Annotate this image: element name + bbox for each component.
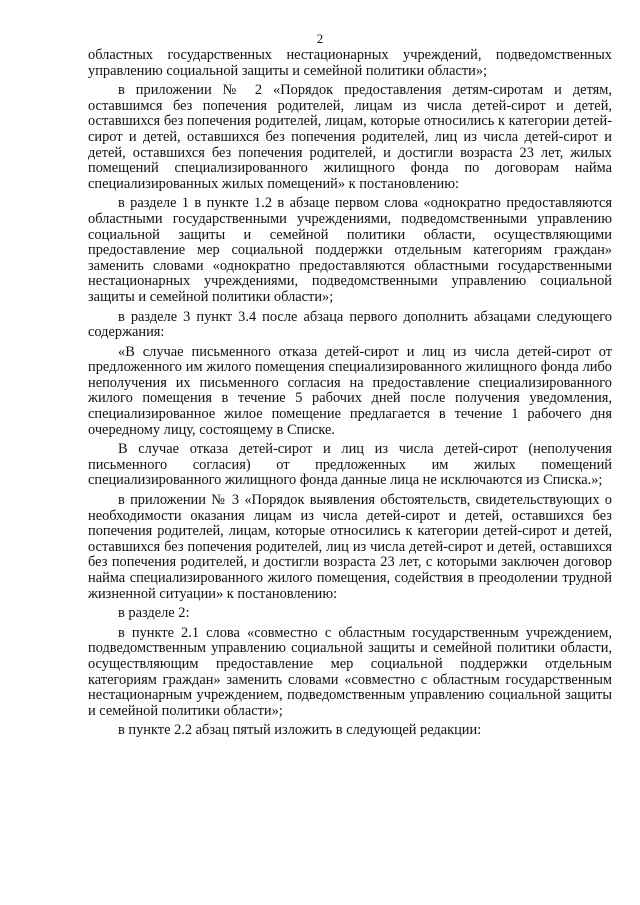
paragraph-10: в пункте 2.2 абзац пятый изложить в следующей редакции: [118,722,482,739]
document-body [88,48,612,740]
paragraph-9: в пункте 2.1 слова «совместно с областным государственным учреждением, подведомственным управлению социальной защиты и семейной политики области, осуществляющим предоставление мер социальной поддержки отдельным категориям граждан» заменить словами «совместно с областным государственным нестационарным учреждением, подведомственным управлению социальной защиты и семейной политики области»; [88,624,612,719]
page-number: 2 [316,31,324,46]
paragraph-5: «В случае письменного отказа детей-сирот и лиц из числа детей-сирот от предложенного им жилого помещения специализированного жилищного фонда либо неполучения их письменного согласия на предоставление специализированного жилого помещения в течение 5 рабочих дней после получения уведомления, специализированное жилое помещение предлагается в течение 1 рабочего дня очередному лицу, состоящему в Списке. [88,343,612,438]
paragraph-3: в разделе 1 в пункте 1.2 в абзаце первом слова «однократно предоставляются областными государственными учреждениями, подведомственными управлению социальной защиты и семейной политики области, осуществляющими предоставление мер социальной поддержки отдельным категориям граждан» заменить словами «однократно предоставляются областными государственными нестационарных учреждениями, подведомственными управлению социальной защиты и семейной политики области»; [88,195,612,305]
paragraph-7: в приложении № 3 «Порядок выявления обстоятельств, свидетельствующих о необходимости оказания лицам из числа детей-сирот и детей, оставшихся без попечения родителей, лицам, которые относились к категории детей-сирот и детей, оставшихся без попечения родителей, лиц из числа детей-сирот и детей, оставшихся без попечения родителей, и достигли возраста 23 лет, с которыми заключен договор найма специализированного жилого помещения, содействия в преодолении трудной жизненной ситуации» к постановлению: [88,492,612,602]
paragraph-2: в приложении № 2 «Порядок предоставления детям-сиротам и детям, оставшимся без попечения родителей, лицам из числа детей-сирот и детей, оставшихся без попечения родителей, лицам, которые относились к категории детей-сирот и детей, оставшихся без попечения родителей, лиц из числа детей-сирот и детей, оставшихся без попечения родителей, и достигли возраста 23 лет, жилых помещений специализированного жилищного фонда по договорам найма специализированных жилых помещений» к постановлению: [88,82,612,192]
paragraph-8: в разделе 2: [118,605,190,622]
paragraph-6: В случае отказа детей-сирот и лиц из числа детей-сирот (неполучения письменного согласия) от предложенных им жилых помещений специализированного жилищного фонда данные лица не исключаются из Списка.»; [88,441,612,489]
paragraph-1: областных государственных нестационарных учреждений, подведомственных управлению социальной защиты и семейной политики области»; [88,47,612,79]
paragraph-4: в разделе 3 пункт 3.4 после абзаца первого дополнить абзацами следующего содержания: [88,308,612,341]
